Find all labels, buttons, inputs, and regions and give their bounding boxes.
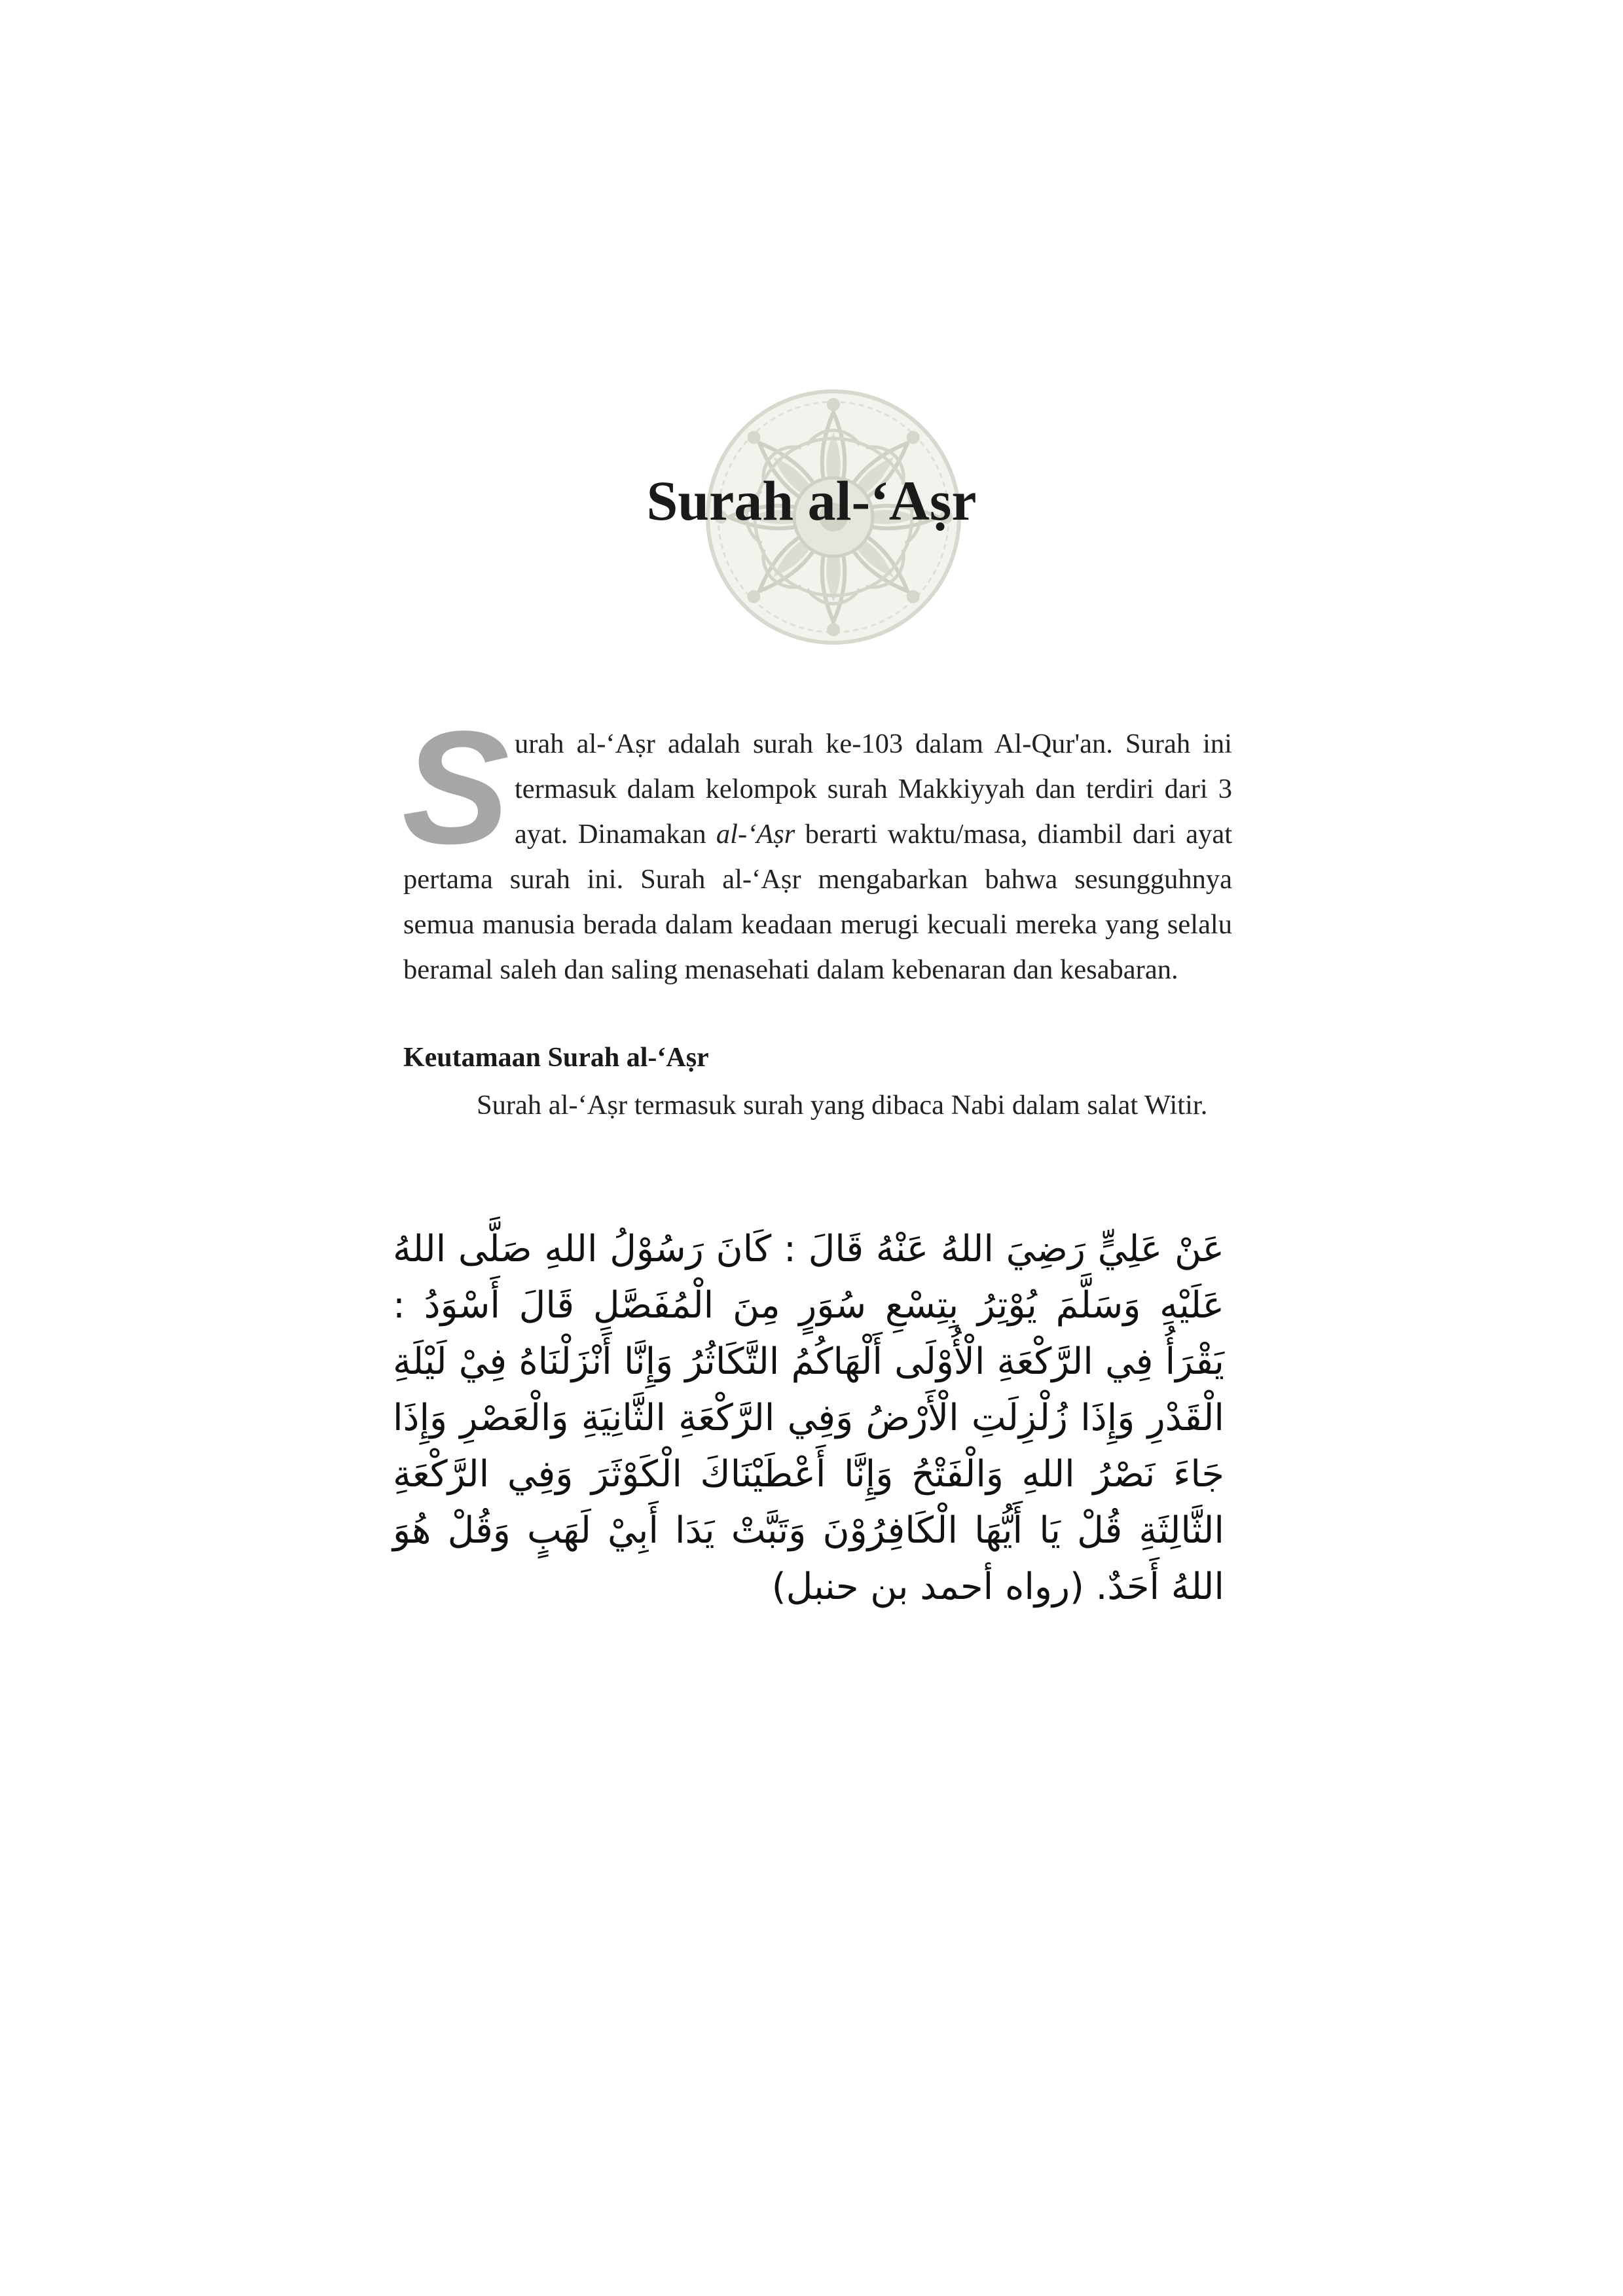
intro-text-after: berarti waktu/masa, diambil dari ayat pertama surah ini. Surah al-‘Aṣr mengabarkan bahwa sesungguhnya semua manusia berada dalam keadaan merugi kecuali mereka yang selalu beramal saleh dan saling menasehati dalam kebenaran dan kesabaran. [403,819,1232,985]
intro-italic-term: al-‘Aṣr [716,819,795,850]
hadith-arabic-text: عَنْ عَلِيٍّ رَضِيَ اللهُ عَنْهُ قَالَ : كَانَ رَسُوْلُ اللهِ صَلَّى اللهُ عَلَيْهِ وَسَلَّمَ يُوْتِرُ بِتِسْعِ سُوَرٍ مِنَ الْمُفَصَّلِ قَالَ أَسْوَدُ : يَقْرَأُ فِي الرَّكْعَةِ الْأُوْلَى أَلْهَاكُمُ التَّكَاثُرُ وَإِنَّا أَنْزَلْنَاهُ فِيْ لَيْلَةِ الْقَدْرِ وَإِذَا زُلْزِلَتِ الْأَرْضُ وَفِي الرَّكْعَةِ الثَّانِيَةِ وَالْعَصْرِ وَإِذَا جَاءَ نَصْرُ اللهِ وَالْفَتْحُ وَإِنَّا أَعْطَيْنَاكَ الْكَوْثَرَ وَفِي الرَّكْعَةِ الثَّالِثَةِ قُلْ يَا أَيُّهَا الْكَافِرُوْنَ وَتَبَّتْ يَدَا أَبِيْ لَهَبٍ وَقُلْ هُوَ اللهُ أَحَدٌ. (رواه أحمد بن حنبل) [393,1228,1224,1608]
section-heading: Keutamaan Surah al-‘Aṣr [403,1043,709,1073]
drop-cap-letter: S [402,698,510,878]
body-column [402,698,1232,1128]
intro-paragraph [402,698,1232,992]
section-paragraph: Surah al-‘Aṣr termasuk surah yang dibaca Nabi dalam salat Witir. [477,1090,1208,1121]
intro-text-before: urah al-‘Aṣr adalah surah ke-103 dalam Al-Qur'an. Surah ini termasuk dalam kelompok surah Makkiyyah dan terdiri dari 3 ayat. Dinamakan [515,728,1232,850]
drop-cap [402,698,510,878]
page-title: Surah al-‘Aṣr [646,469,977,532]
